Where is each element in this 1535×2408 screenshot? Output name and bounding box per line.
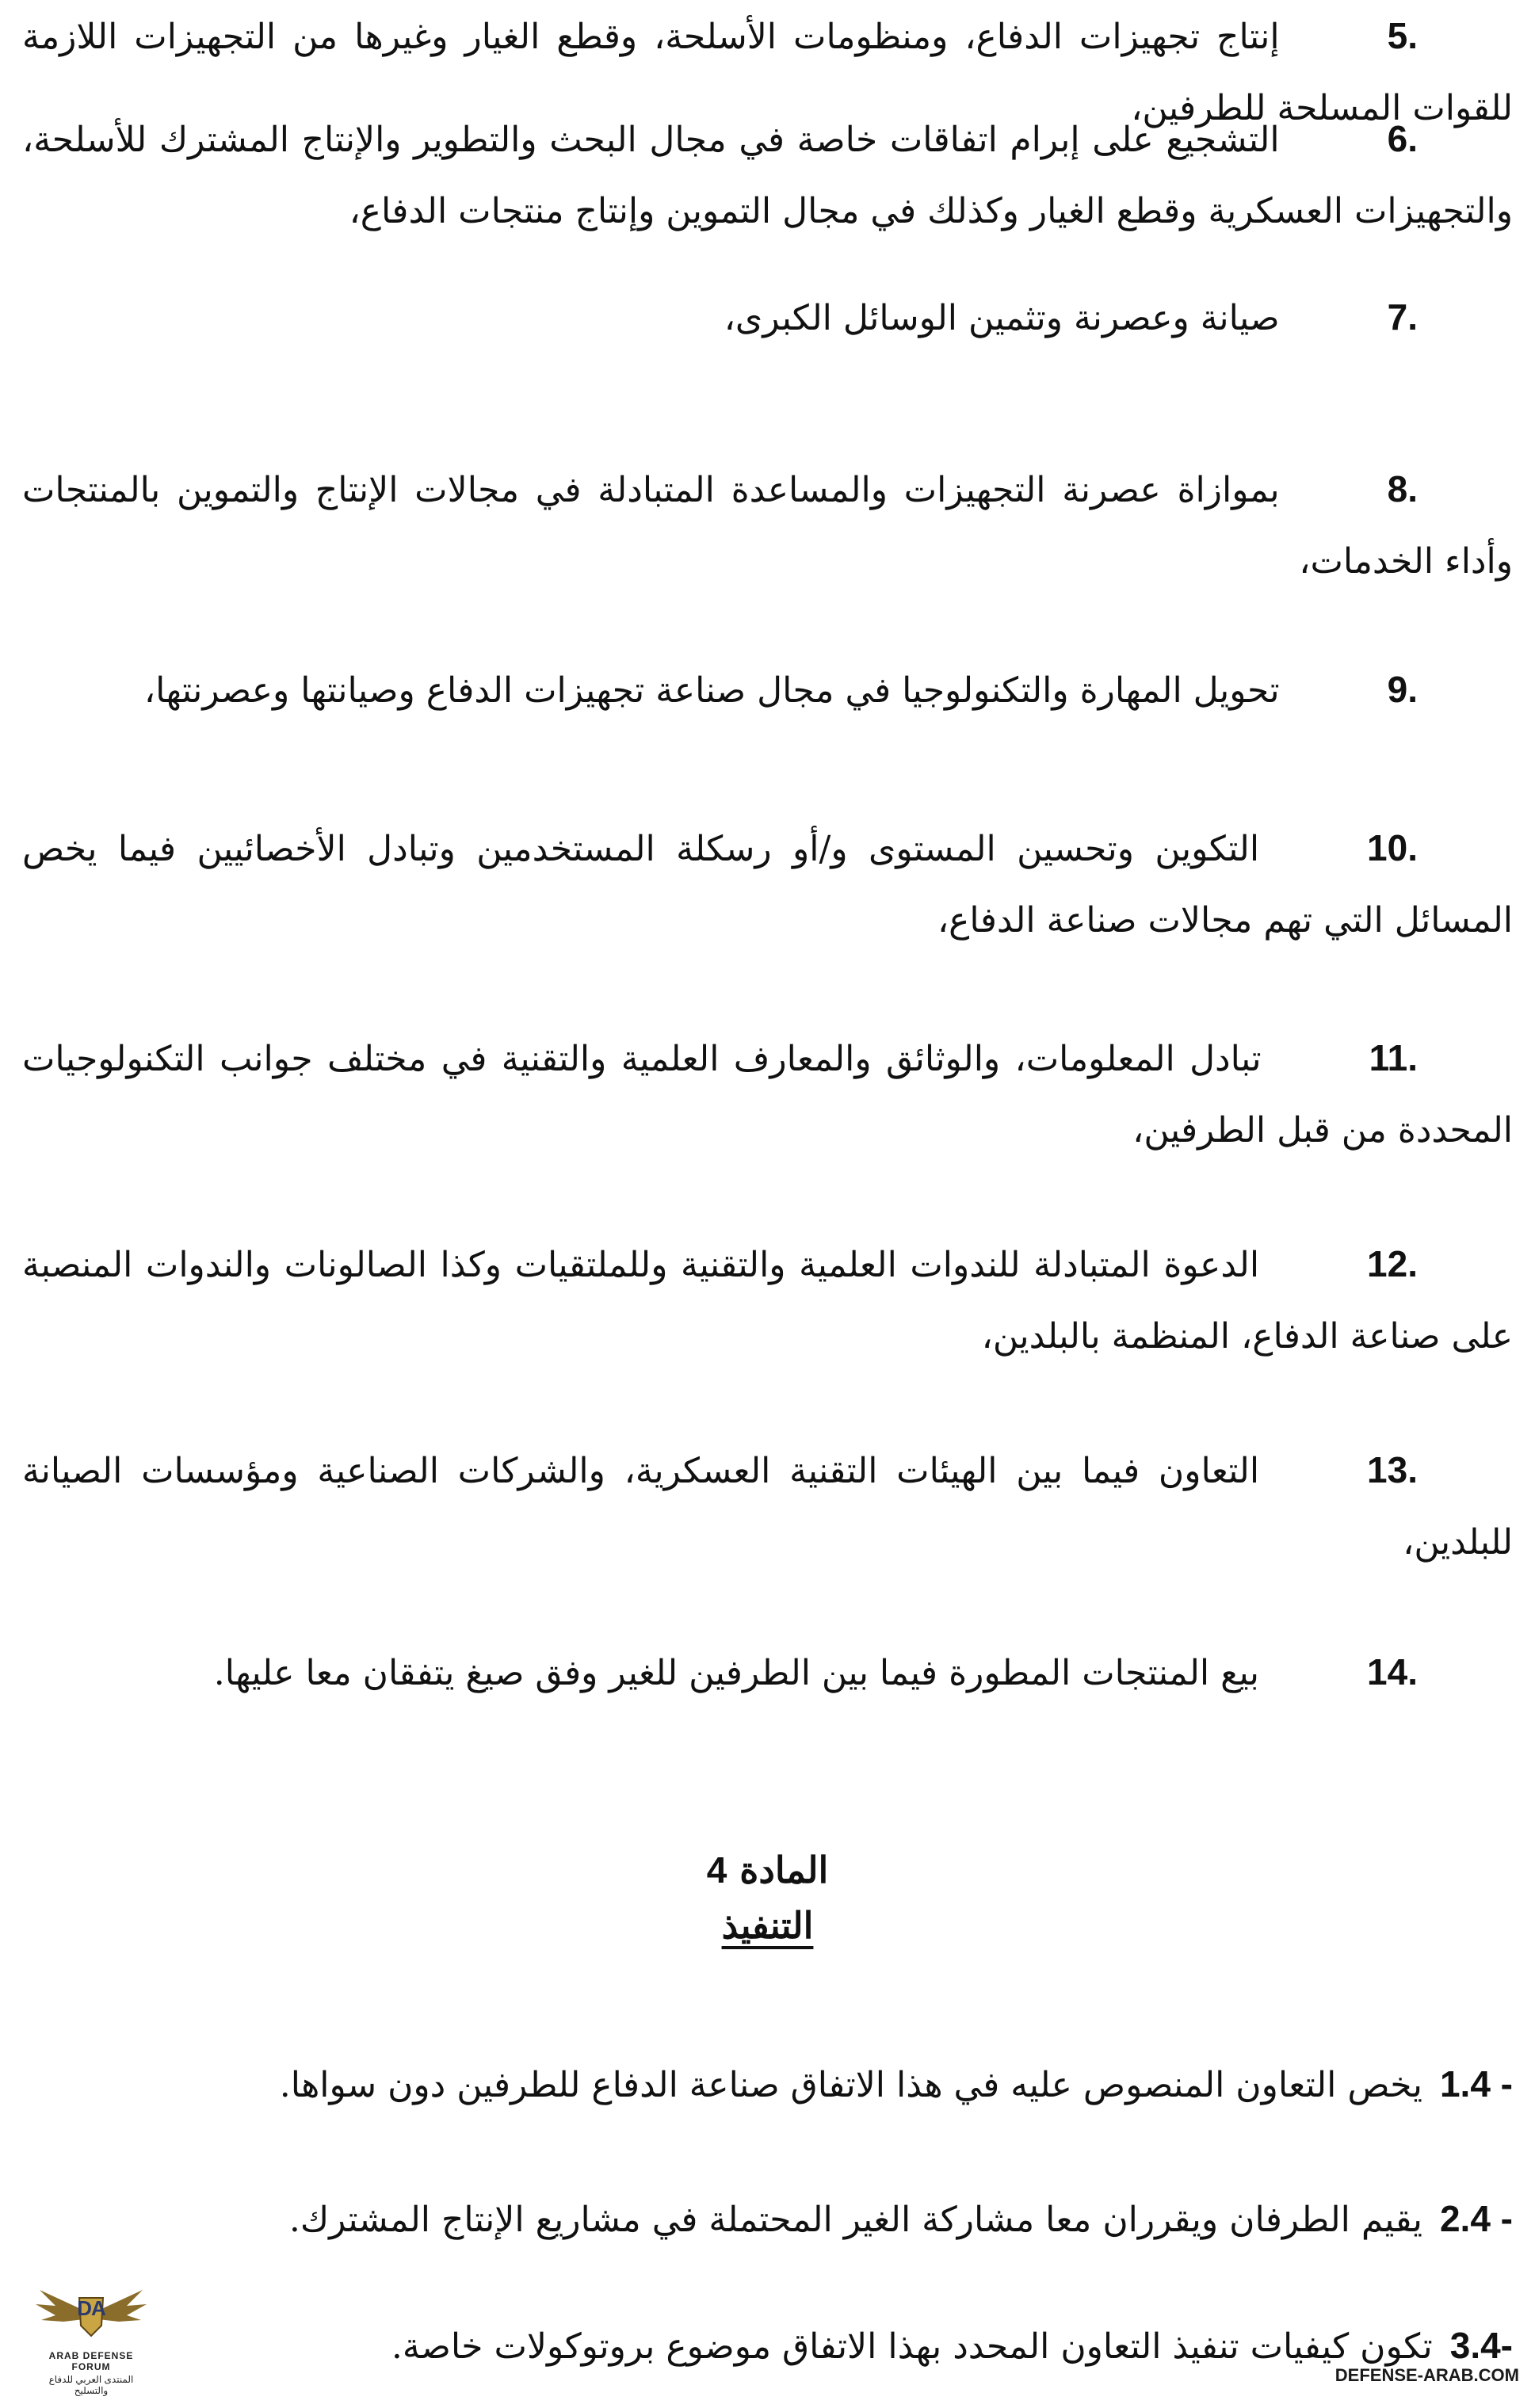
item-number: 10. [1367,827,1418,868]
item-text: تبادل المعلومات، والوثائق والمعارف العلمية والتقنية في مختلف جوانب التكنولوجيات المحددة من قبل الطرفين، [22,1039,1513,1151]
sub-item-1 [22,2048,1513,2121]
item-number: 7. [1387,296,1418,338]
item-text: تحويل المهارة والتكنولوجيا في مجال صناعة تجهيزات الدفاع وصيانتها وعصرنتها، [143,670,1280,711]
item-text: إنتاج تجهيزات الدفاع، ومنظومات الأسلحة، وقطع الغيار وغيرها من التجهيزات اللازمة للقوات المسلحة للطرفين، [22,17,1513,128]
sub-item-text: يقيم الطرفان ويقرران معا مشاركة الغير المحتملة في مشاريع الإنتاج المشترك. [288,2200,1422,2240]
item-number: 12. [1367,1243,1418,1284]
watermark-caption-en: ARAB DEFENSE FORUM [48,2350,134,2372]
list-item-6 [22,103,1513,247]
watermark-caption-ar: المنتدى العربي للدفاع والتسليح [48,2374,134,2396]
site-url-watermark: DEFENSE-ARAB.COM [1335,2365,1519,2385]
list-item-7 [22,281,1513,354]
wings-emblem-icon [32,2282,151,2345]
item-number: 13. [1367,1449,1418,1490]
list-item-11 [22,1022,1513,1166]
list-item-12 [22,1228,1513,1372]
list-item-9 [22,654,1513,727]
item-text: صيانة وعصرنة وتثمين الوسائل الكبرى، [724,298,1280,338]
item-text: التشجيع على إبرام اتفاقات خاصة في مجال البحث والتطوير والإنتاج المشترك للأسلحة، والتجهيزات العسكرية وقطع الغيار وكذلك في مجال التموين وإنتاج منتجات الدفاع، [22,120,1513,231]
item-text: التكوين وتحسين المستوى و/أو رسكلة المستخدمين وتبادل الأخصائيين فيما يخص المسائل التي تهم مجالات صناعة الدفاع، [22,829,1513,941]
item-number: 14. [1367,1651,1418,1692]
list-item-14 [22,1636,1513,1709]
item-text: الدعوة المتبادلة للندوات العلمية والتقنية وللملتقيات وكذا الصالونات والندوات المنصبة على صناعة الدفاع، المنظمة بالبلدين، [22,1245,1513,1357]
sub-item-3 [245,2310,1513,2383]
list-item-10 [22,812,1513,956]
item-text: بيع المنتجات المطورة فيما بين الطرفين للغير وفق صيغ يتفقان معا عليها. [213,1653,1260,1693]
item-text: التعاون فيما بين الهيئات التقنية العسكرية، والشركات الصناعية ومؤسسات الصيانة للبلدين، [22,1451,1513,1563]
sub-item-2 [22,2183,1513,2256]
article-title-number: 4 [706,1849,727,1891]
list-item-13 [22,1434,1513,1578]
item-number: 9. [1387,669,1418,710]
watermark-letters: DA [77,2296,105,2320]
item-number: 11. [1369,1037,1418,1078]
item-number: 8. [1387,468,1418,509]
article-heading [0,1842,1535,1898]
item-text: بموازاة عصرنة التجهيزات والمساعدة المتبادلة في مجالات الإنتاج والتموين بالمنتجات وأداء الخدمات، [22,470,1513,582]
article-subheading [0,1898,1535,1953]
sub-item-number: 1.4 - [1439,2063,1513,2105]
sub-item-number: 2.4 - [1439,2198,1513,2239]
sub-item-text: يخص التعاون المنصوص عليه في هذا الاتفاق صناعة الدفاع للطرفين دون سواها. [279,2065,1422,2105]
article-subtitle: التنفيذ [721,1904,814,1947]
item-number: 5. [1387,15,1418,56]
sub-item-text: تكون كيفيات تنفيذ التعاون المحدد بهذا الاتفاق موضوع بروتوكولات خاصة. [391,2326,1433,2367]
list-item-8 [22,453,1513,597]
forum-watermark-logo [32,2282,151,2401]
item-number: 6. [1387,118,1418,159]
sub-item-number: 3.4- [1449,2325,1513,2366]
article-title-word: المادة [739,1849,829,1891]
